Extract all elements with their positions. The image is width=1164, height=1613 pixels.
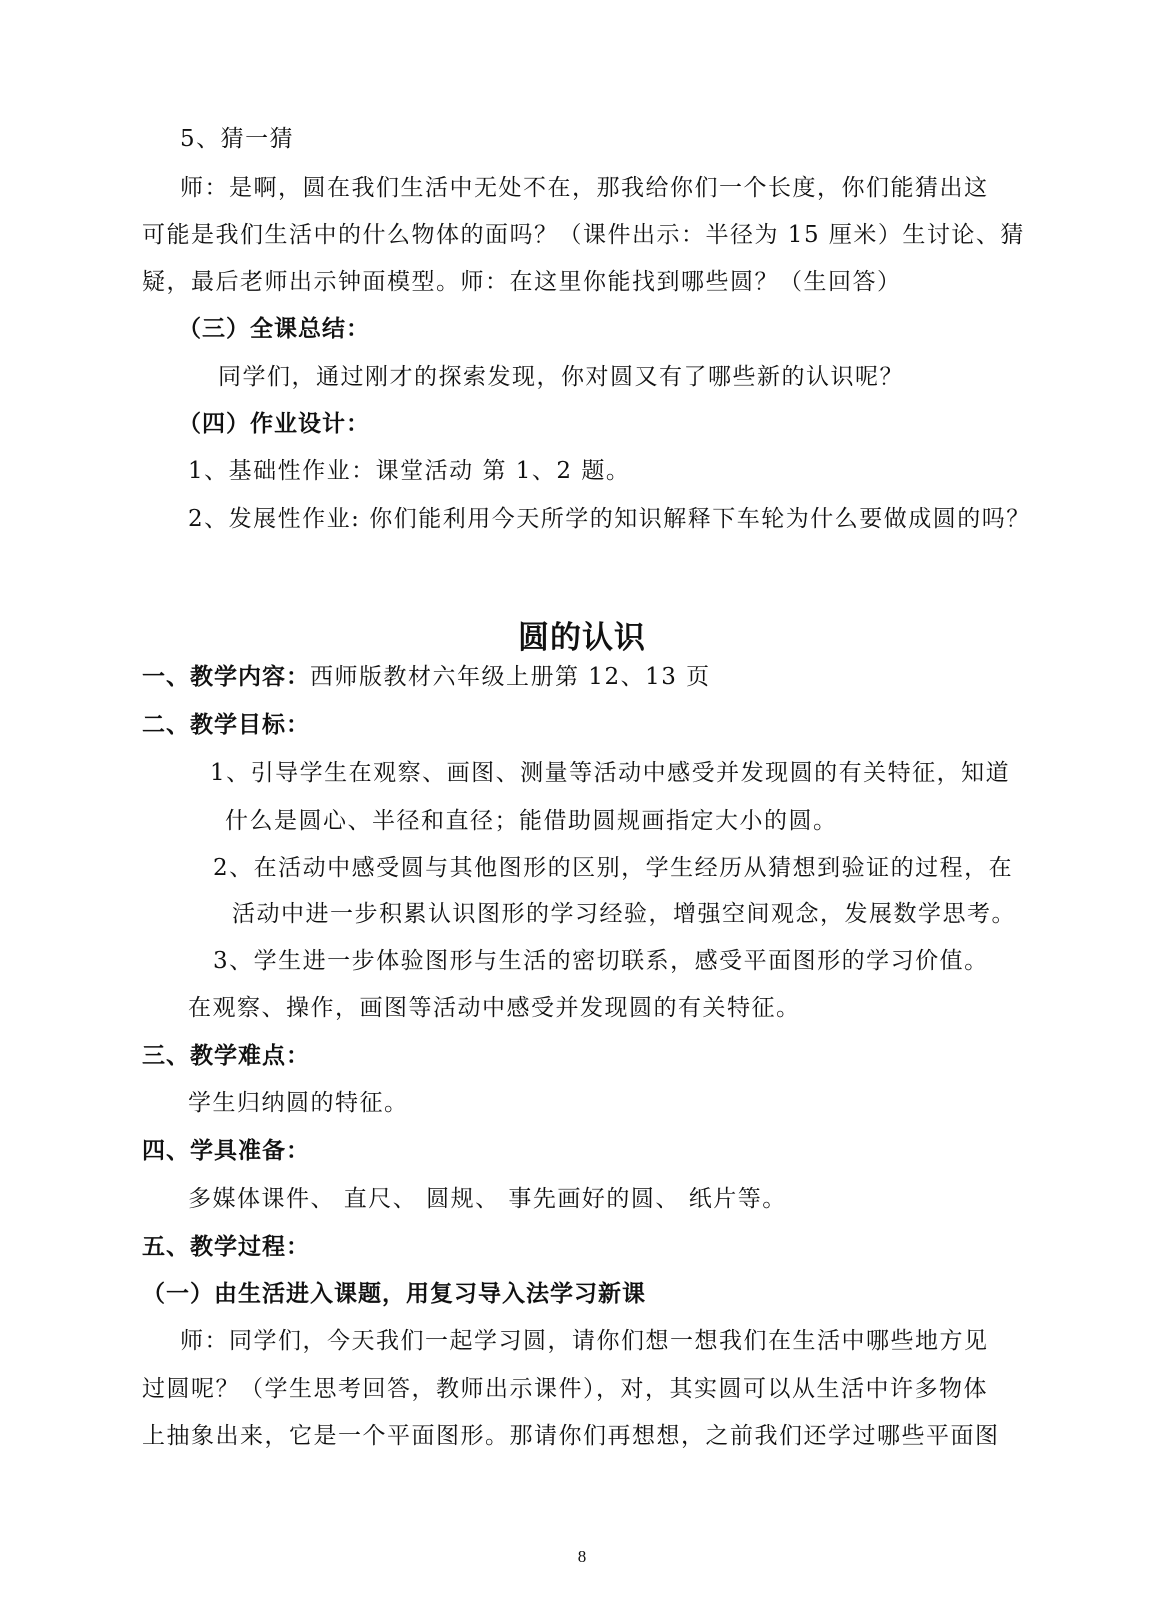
paragraph-line: 疑，最后老师出示钟面模型。师：在这里你能找到哪些圆？（生回答） <box>142 269 902 295</box>
goal-line: 1、引导学生在观察、画图、测量等活动中感受并发现圆的有关特征，知道 <box>210 760 1011 786</box>
homework-item: 1、基础性作业：课堂活动 第 1、2 题。 <box>188 458 631 484</box>
content-line <box>142 662 711 692</box>
step1-heading: （一）由生活进入课题，用复习导入法学习新课 <box>142 1281 646 1307</box>
summary-heading: （三）全课总结： <box>178 316 370 342</box>
page-number: 8 <box>577 1547 587 1566</box>
process-heading: 五、教学过程： <box>142 1234 310 1260</box>
goals-heading: 二、教学目标： <box>142 712 310 738</box>
goal-line: 3、学生进一步体验图形与生活的密切联系，感受平面图形的学习价值。 <box>213 948 989 974</box>
difficulty-text: 学生归纳圆的特征。 <box>188 1090 409 1116</box>
summary-text: 同学们，通过刚才的探索发现，你对圆又有了哪些新的认识呢？ <box>218 364 904 390</box>
content-value: 西师版教材六年级上册第 12、13 页 <box>310 664 711 690</box>
paragraph-line: 师：是啊，圆在我们生活中无处不在，那我给你们一个长度，你们能猜出这 <box>180 175 989 201</box>
paragraph-line: 过圆呢？（学生思考回答，教师出示课件），对，其实圆可以从生活中许多物体 <box>142 1376 988 1402</box>
lesson-title: 圆的认识 <box>518 620 646 656</box>
paragraph-line: 师：同学们，今天我们一起学习圆，请你们想一想我们在生活中哪些地方见 <box>180 1328 989 1354</box>
goal-line: 2、在活动中感受圆与其他图形的区别，学生经历从猜想到验证的过程，在 <box>213 855 1014 881</box>
goal-line: 在观察、操作，画图等活动中感受并发现圆的有关特征。 <box>188 995 801 1021</box>
content-label: 一、教学内容： <box>142 664 310 690</box>
homework-heading: （四）作业设计： <box>178 411 370 437</box>
paragraph-line: 上抽象出来，它是一个平面图形。那请你们再想想，之前我们还学过哪些平面图 <box>142 1423 1000 1449</box>
goal-line: 活动中进一步积累认识图形的学习经验，增强空间观念，发展数学思考。 <box>232 901 1016 927</box>
paragraph-line: 可能是我们生活中的什么物体的面吗？（课件出示：半径为 15 厘米）生讨论、猜 <box>142 222 1025 248</box>
item5-heading: 5、猜一猜 <box>180 126 295 152</box>
homework-item: 2、发展性作业: 你们能利用今天所学的知识解释下车轮为什么要做成圆的吗？ <box>188 506 1031 532</box>
tools-heading: 四、学具准备： <box>142 1138 310 1164</box>
tools-text: 多媒体课件、 直尺、 圆规、 事先画好的圆、 纸片等。 <box>188 1186 787 1212</box>
difficulty-heading: 三、教学难点： <box>142 1043 310 1069</box>
goal-line: 什么是圆心、半径和直径；能借助圆规画指定大小的圆。 <box>225 808 838 834</box>
